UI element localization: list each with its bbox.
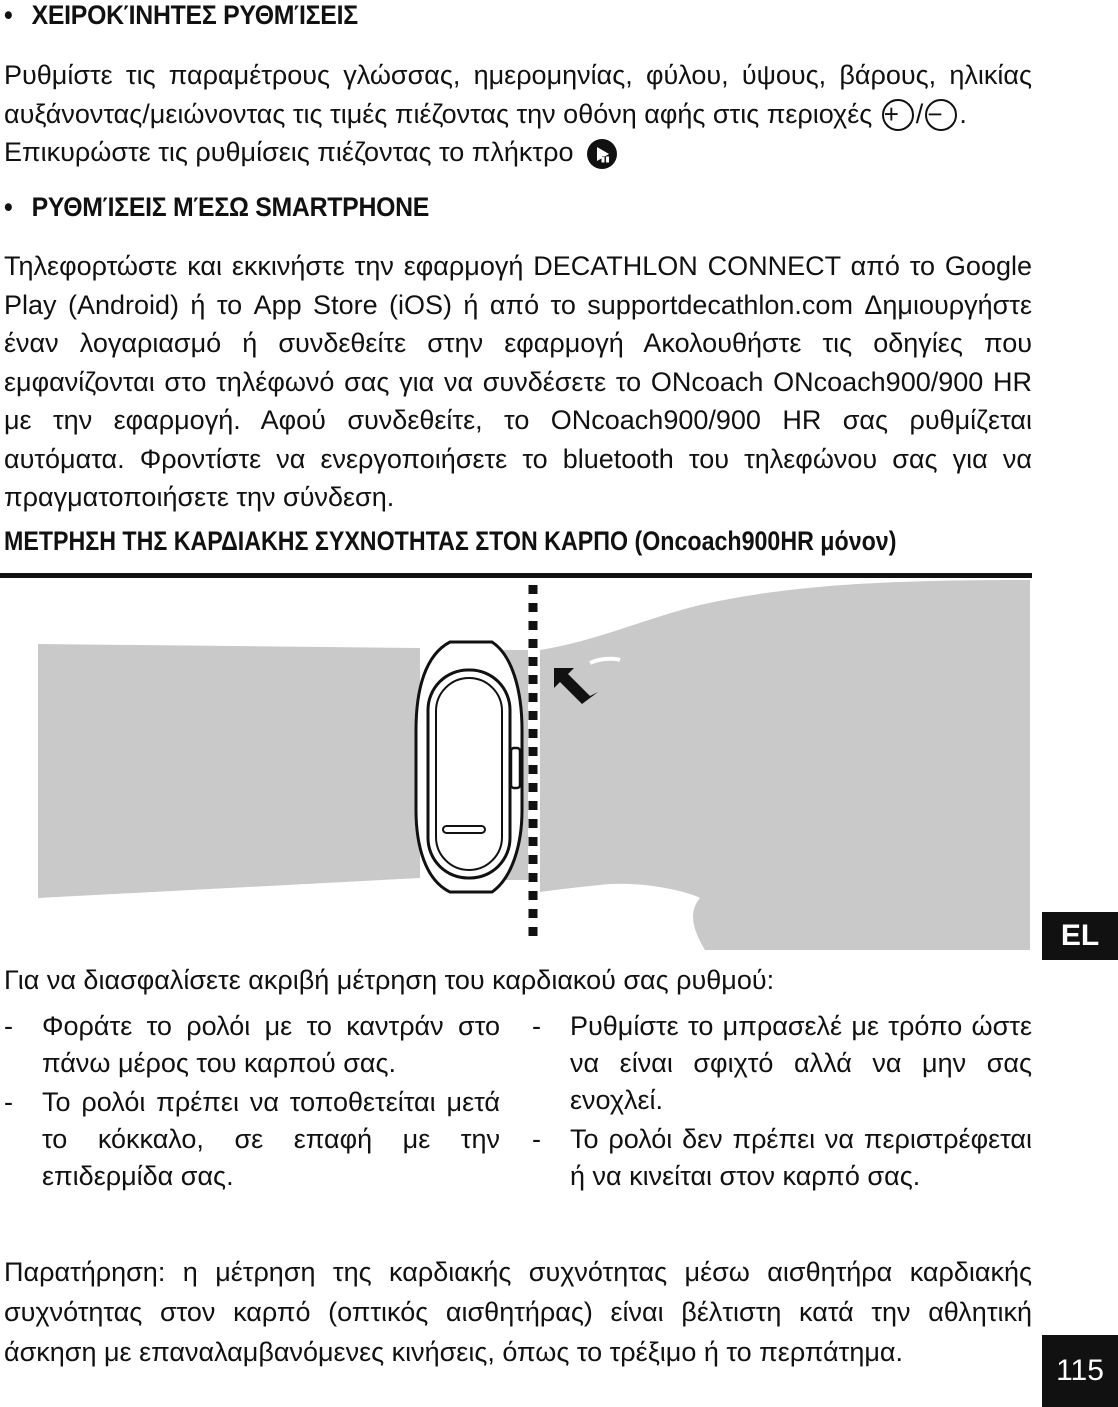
heading-manual-settings xyxy=(4,0,358,31)
play-pause-button-icon xyxy=(587,139,617,169)
manual-settings-paragraph xyxy=(4,56,1032,172)
dash: - xyxy=(4,1087,13,1117)
bullet: • xyxy=(4,0,13,30)
section-title-heart-rate: ΜΕΤΡΗΣΗ ΤΗΣ ΚΑΡΔΙΑΚΗΣ ΣΥΧΝΟΤΗΤΑΣ ΣΤΟΝ ΚΑΡΠΟ (Oncoach900HR μόνον) xyxy=(4,526,897,556)
smartphone-paragraph: Τηλεφορτώστε και εκκινήστε την εφαρμογή DECATHLON CONNECT από το Google Play (Android) ή το App Store (iOS) ή από το supportdecathlon.com Δημιουργήστε έναν λογαριασμό ή συνδεθείτε στην εφαρμογή Ακολουθήστε τις οδηγίες που εμφανίζονται στο τηλέφωνό σας για να συνδέσετε το ONcoach ONcoach900/900 HR με την εφαρμογή. Αφού συνδεθείτε, το ONcoach900/900 HR σας ρυθμίζεται αυτόματα. Φροντίστε να ενεργοποιήσετε το bluetooth του τηλεφώνου σας για να πραγματοποιήσετε την σύνδεση. xyxy=(4,251,1032,512)
plus-icon: + xyxy=(882,99,914,131)
list-item xyxy=(4,1008,500,1082)
language-tab: EL xyxy=(1042,912,1118,960)
list-item xyxy=(532,1121,1032,1195)
list-item-text: Ρυθμίστε το μπρασελέ με τρόπο ώστε να είναι σφιχτό αλλά να μην σας ενοχλεί. xyxy=(570,1011,1032,1115)
forearm-shape xyxy=(38,644,420,898)
note-paragraph: Παρατήρηση: η μέτρηση της καρδιακής συχνότητας μέσω αισθητήρα καρδιακής συχνότητας στον καρπό (οπτικός αισθητήρας) είναι βέλτιστη κατά την αθλητική άσκηση με επαναλαμβανόμενες κινήσεις, όπως το τρέξιμο ή το περπάτημα. xyxy=(4,1257,1032,1367)
page-number: 115 xyxy=(1042,1335,1118,1407)
hand-shape xyxy=(540,580,1030,950)
heading-manual-label: ΧΕΙΡΟΚΊΝΗΤΕΣ ΡΥΘΜΊΣΕΙΣ xyxy=(31,0,358,30)
dash: - xyxy=(532,1124,541,1154)
intro-text: Για να διασφαλίσετε ακριβή μέτρηση του καρδιακού σας ρυθμού: xyxy=(4,965,775,995)
list-item-text: Το ρολόι δεν πρέπει να περιστρέφεται ή να κινείται στον καρπό σας. xyxy=(570,1124,1032,1191)
dash: - xyxy=(532,1011,541,1041)
right-instruction-column xyxy=(532,1008,1032,1197)
bullet: • xyxy=(4,192,13,222)
manual-text-2: Επικυρώστε τις ρυθμίσεις πιέζοντας το πλήκτρο xyxy=(4,137,574,167)
manual-text-1: Ρυθμίστε τις παραμέτρους γλώσσας, ημερομηνίας, φύλου, ύψους, βάρους, ηλικίας αυξάνοντας/μειώνοντας τις τιμές πιέζοντας την οθόνη αφής στις περιοχές xyxy=(4,60,1032,129)
heading-smartphone-settings xyxy=(4,192,429,223)
section-divider xyxy=(0,573,1032,578)
list-item xyxy=(4,1084,500,1195)
left-instruction-column xyxy=(4,1008,500,1197)
dash: - xyxy=(4,1011,13,1041)
list-item-text: Το ρολόι πρέπει να τοποθετείται μετά το κόκκαλο, σε επαφή με την επιδερμίδα σας. xyxy=(42,1087,500,1191)
minus-icon: − xyxy=(925,99,957,131)
watch-icon xyxy=(416,642,522,892)
list-item-text: Φοράτε το ρολόι με το καντράν στο πάνω μέρος του καρπού σας. xyxy=(42,1011,500,1078)
slash: / xyxy=(915,98,924,129)
heading-smartphone-label: ΡΥΘΜΊΣΕΙΣ ΜΈΣΩ SMARTPHONE xyxy=(31,192,430,222)
list-item xyxy=(532,1008,1032,1119)
period: . xyxy=(959,98,967,129)
wrist-watch-illustration xyxy=(0,580,1040,955)
